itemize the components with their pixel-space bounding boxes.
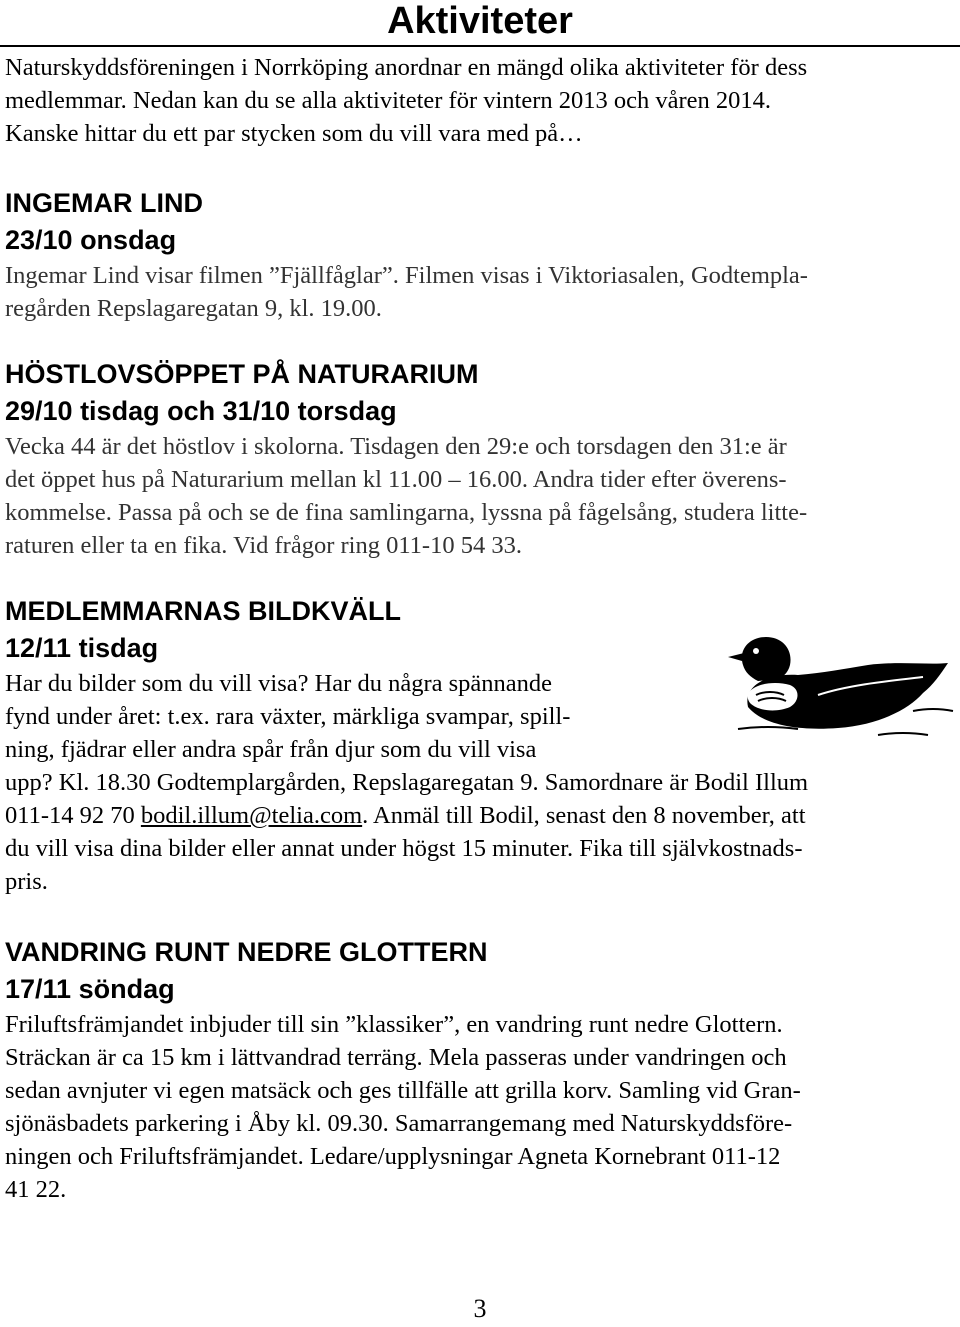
event-text-line: sedan avnjuter vi egen matsäck och ges tillfälle att grilla korv. Samling vid Gran- [5,1077,801,1104]
event-text-line: regården Repslagaregatan 9, kl. 19.00. [5,295,382,322]
event-vandring-glottern [5,934,955,1206]
event-text-line: ningen och Friluftsfrämjandet. Ledare/upplysningar Agneta Kornebrant 011-12 [5,1143,781,1170]
event-description [5,1008,955,1206]
event-text-line: Har du bilder som du vill visa? Har du några spännande [5,670,553,697]
contact-phone: 011-14 92 70 [5,802,141,829]
intro-line: Kanske hittar du ett par stycken som du vill vara med på… [5,120,583,147]
intro-line: medlemmar. Nedan kan du se alla aktiviteter för vintern 2013 och våren 2014. [5,87,772,114]
event-text-line: upp? Kl. 18.30 Godtemplargården, Repslagaregatan 9. Samordnare är Bodil Illum [5,769,809,796]
event-description [5,259,955,325]
event-contact-line [5,799,955,832]
page-number: 3 [473,1294,487,1323]
page-title: Aktiviteter [387,0,573,42]
event-text-line: 41 22. [5,1176,67,1203]
event-heading: MEDLEMMARNAS BILDKVÄLL [5,596,401,626]
intro-paragraph [5,51,955,150]
event-heading: HÖSTLOVSÖPPET PÅ NATURARIUM [5,359,479,389]
event-heading: VANDRING RUNT NEDRE GLOTTERN [5,937,488,967]
event-text-line: pris. [5,868,48,895]
email-link[interactable]: bodil.illum@telia.com [140,802,363,829]
title-divider [0,45,960,47]
event-description [5,430,955,562]
event-date: 29/10 tisdag och 31/10 torsdag [5,396,397,426]
event-text-line: Sträckan är ca 15 km i lättvandrad terräng. Mela passeras under vandringen och [5,1044,787,1071]
event-text-line: fynd under året: t.ex. rara växter, märkliga svampar, spill- [5,703,571,730]
event-text-line: det öppet hus på Naturarium mellan kl 11.00 – 16.00. Andra tider efter överens- [5,466,787,493]
event-text-line: raturen eller ta en fika. Vid frågor ring 011-10 54 33. [5,532,522,559]
event-text-line: kommelse. Passa på och se de fina samlingarna, lyssna på fågelsång, studera litte- [5,499,808,526]
event-hostlovsoppet [5,356,955,562]
event-date: 23/10 onsdag [5,225,177,255]
event-ingemar-lind [5,185,955,325]
contact-suffix: . Anmäl till Bodil, senast den 8 november, att [362,802,806,829]
event-text-line: ning, fjädrar eller andra spår från djur som du vill visa [5,736,537,763]
intro-line: Naturskyddsföreningen i Norrköping anordnar en mängd olika aktiviteter för dess [5,54,808,81]
event-date: 12/11 tisdag [5,633,159,663]
duck-icon [728,625,960,745]
event-text-line: Ingemar Lind visar filmen ”Fjällfåglar”. Filmen visas i Viktoriasalen, Godtempla- [5,262,808,289]
event-date: 17/11 söndag [5,974,175,1004]
event-text-line: sjönäsbadets parkering i Åby kl. 09.30. Samarrangemang med Naturskyddsföre- [5,1110,793,1137]
event-text-line: du vill visa dina bilder eller annat under högst 15 minuter. Fika till självkostnads- [5,835,803,862]
event-text-line: Vecka 44 är det höstlov i skolorna. Tisdagen den 29:e och torsdagen den 31:e är [5,433,787,460]
event-text-line: Friluftsfrämjandet inbjuder till sin ”klassiker”, en vandring runt nedre Glottern. [5,1011,783,1038]
event-heading: INGEMAR LIND [5,188,203,218]
